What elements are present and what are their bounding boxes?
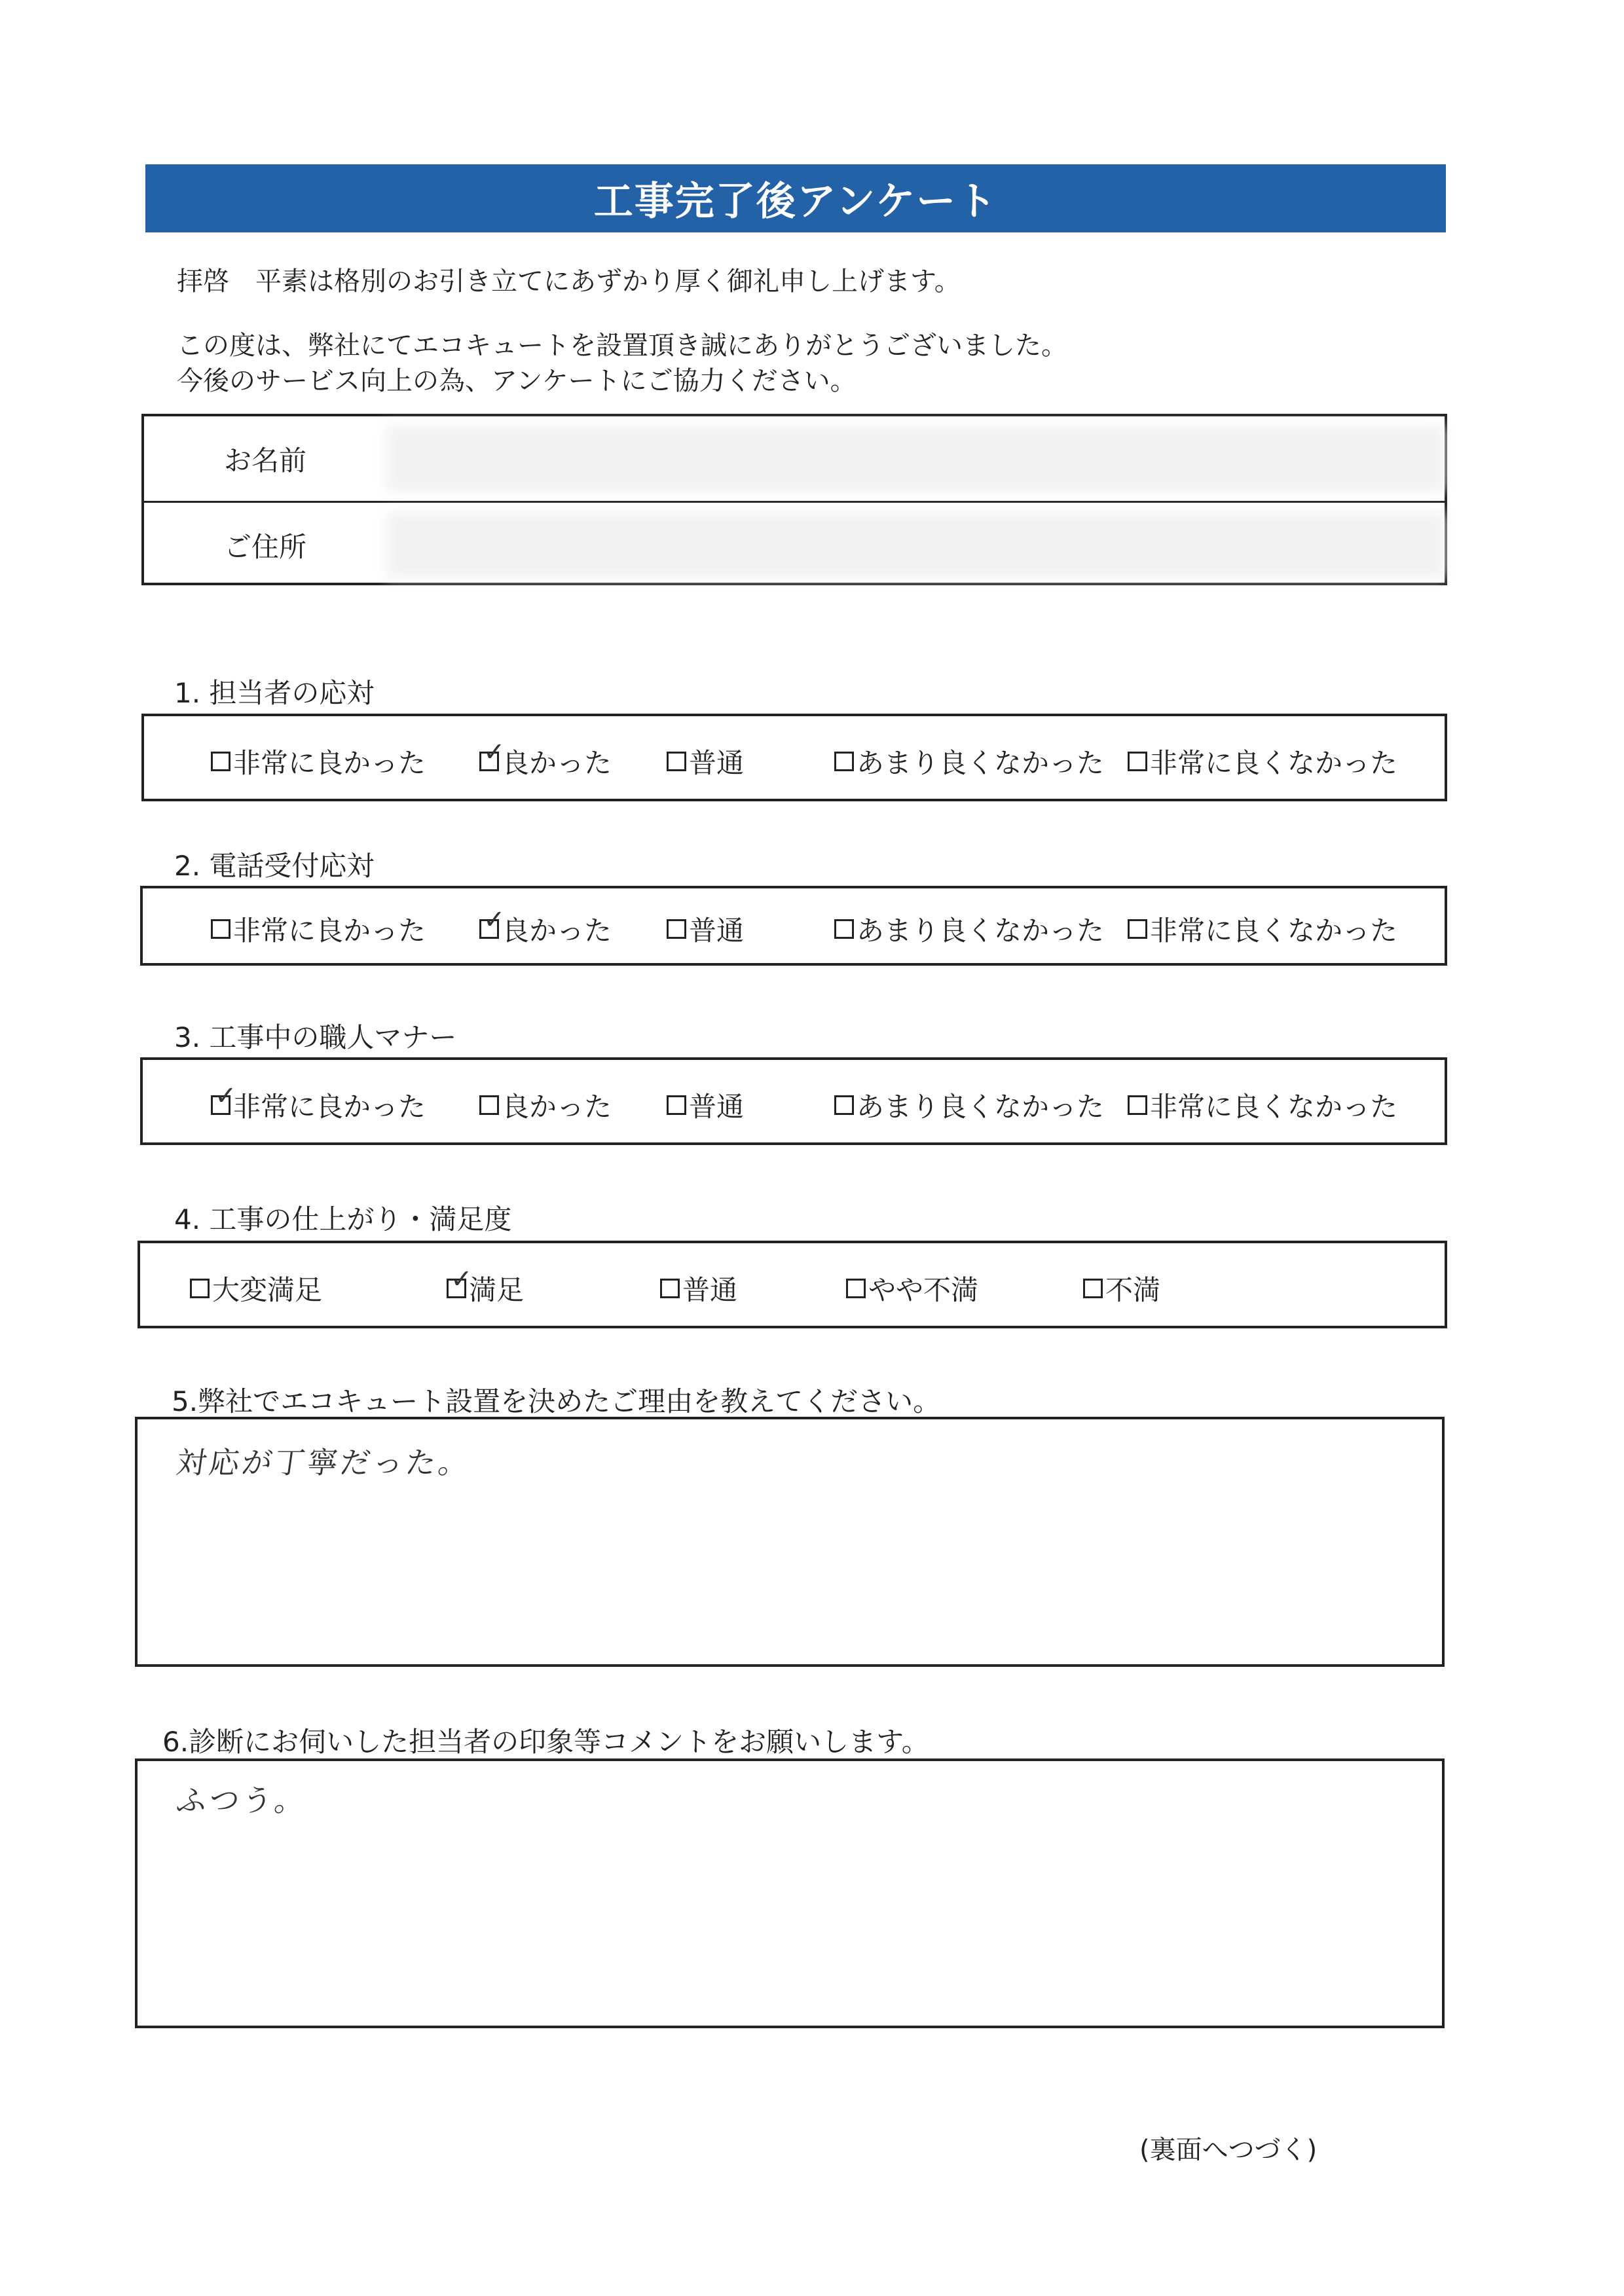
continued-on-back-note: (裏面へつづく) — [1139, 2135, 1318, 2165]
option-label: やや不満 — [868, 1274, 979, 1306]
option-label: あまり良くなかった — [857, 915, 1105, 947]
option-label: 普通 — [689, 1091, 745, 1123]
name-row — [144, 416, 1445, 501]
checkmark-icon: ✓ — [451, 1264, 473, 1294]
option-label: 大変満足 — [212, 1274, 323, 1306]
thanks-line: この度は、弊社にてエコキュートを設置頂き誠にありがとうございました。 — [177, 331, 1067, 361]
q2-option[interactable] — [479, 905, 612, 949]
q1-option[interactable] — [667, 742, 744, 781]
address-label: ご住所 — [223, 530, 306, 563]
option-label: 非常に良かった — [233, 1091, 426, 1123]
checkmark-icon: ✓ — [483, 737, 506, 767]
option-label: 良かった — [502, 1091, 612, 1123]
q2-option[interactable] — [834, 909, 1104, 949]
q3-option[interactable] — [667, 1085, 744, 1125]
option-label: 普通 — [682, 1274, 738, 1306]
q1-option[interactable] — [1128, 742, 1397, 781]
q4-option[interactable] — [1083, 1269, 1160, 1308]
q1-option[interactable] — [479, 737, 612, 781]
q2-option[interactable] — [211, 909, 426, 949]
option-label: 非常に良かった — [233, 915, 426, 947]
checkbox-icon[interactable] — [1128, 1095, 1147, 1115]
option-label: 非常に良くなかった — [1150, 1091, 1398, 1123]
q3-option[interactable] — [479, 1085, 612, 1125]
address-row — [144, 501, 1445, 587]
option-label: 普通 — [689, 747, 745, 779]
q4-title: 4. 工事の仕上がり・満足度 — [174, 1203, 512, 1235]
checkmark-icon: ✓ — [215, 1081, 237, 1111]
q5-title: 5.弊社でエコキュート設置を決めたご理由を教えてください。 — [172, 1385, 941, 1417]
q6-handwritten-answer: ふつう。 — [174, 1783, 310, 1818]
q5-handwritten-answer: 対応が丁寧だった。 — [174, 1445, 474, 1480]
q3-option[interactable] — [1128, 1085, 1397, 1125]
q4-option[interactable] — [447, 1264, 525, 1308]
name-label: お名前 — [223, 444, 306, 477]
checkbox-icon[interactable] — [190, 1279, 210, 1298]
q2-option[interactable] — [1128, 909, 1397, 949]
checkbox-icon[interactable] — [211, 919, 231, 939]
q5-answer-box[interactable] — [135, 1417, 1445, 1667]
q1-option[interactable] — [211, 742, 426, 781]
q3-option[interactable] — [211, 1081, 426, 1125]
checked-checkbox-icon[interactable] — [211, 1081, 237, 1115]
checkbox-icon[interactable] — [1128, 752, 1147, 771]
option-label: 満足 — [469, 1274, 525, 1306]
customer-info-table — [141, 414, 1447, 585]
survey-title: 工事完了後アンケート — [145, 164, 1446, 232]
request-line: 今後のサービス向上の為、アンケートにご協力ください。 — [177, 366, 857, 396]
address-field-redacted[interactable] — [386, 512, 1445, 578]
checkbox-icon[interactable] — [846, 1279, 866, 1298]
option-label: 普通 — [689, 915, 745, 947]
checkbox-icon[interactable] — [667, 1095, 686, 1115]
option-label: 非常に良くなかった — [1150, 747, 1398, 779]
checkbox-icon[interactable] — [667, 752, 686, 771]
option-label: 非常に良くなかった — [1150, 915, 1398, 947]
checkbox-icon[interactable] — [211, 752, 231, 771]
option-label: あまり良くなかった — [857, 1091, 1105, 1123]
greeting-line: 拝啓 平素は格別のお引き立てにあずかり厚く御礼申し上げます。 — [177, 266, 961, 297]
q1-option[interactable] — [834, 742, 1104, 781]
checkbox-icon[interactable] — [1083, 1279, 1103, 1298]
checkbox-icon[interactable] — [834, 1095, 854, 1115]
checkbox-icon[interactable] — [1128, 919, 1147, 939]
checkmark-icon: ✓ — [483, 905, 506, 935]
option-label: 非常に良かった — [233, 747, 426, 779]
checkbox-icon[interactable] — [660, 1279, 680, 1298]
q6-answer-box[interactable] — [135, 1758, 1445, 2028]
checkbox-icon[interactable] — [479, 1095, 499, 1115]
checked-checkbox-icon[interactable] — [479, 905, 506, 939]
option-label: あまり良くなかった — [857, 747, 1105, 779]
q4-option[interactable] — [190, 1269, 322, 1308]
checkbox-icon[interactable] — [834, 752, 854, 771]
name-field-redacted[interactable] — [386, 426, 1445, 492]
q1-title: 1. 担当者の応対 — [174, 677, 375, 709]
q4-option[interactable] — [846, 1269, 978, 1308]
q2-option[interactable] — [667, 909, 744, 949]
q6-title: 6.診断にお伺いした担当者の印象等コメントをお願いします。 — [162, 1726, 929, 1758]
checked-checkbox-icon[interactable] — [479, 737, 506, 771]
checked-checkbox-icon[interactable] — [447, 1264, 473, 1298]
option-label: 不満 — [1105, 1274, 1161, 1306]
checkbox-icon[interactable] — [834, 919, 854, 939]
option-label: 良かった — [502, 915, 612, 947]
checkbox-icon[interactable] — [667, 919, 686, 939]
q3-title: 3. 工事中の職人マナー — [174, 1021, 457, 1053]
q2-title: 2. 電話受付応対 — [174, 850, 375, 882]
q4-option[interactable] — [660, 1269, 737, 1308]
q4-options-box — [138, 1241, 1447, 1328]
option-label: 良かった — [502, 747, 612, 779]
q3-option[interactable] — [834, 1085, 1104, 1125]
